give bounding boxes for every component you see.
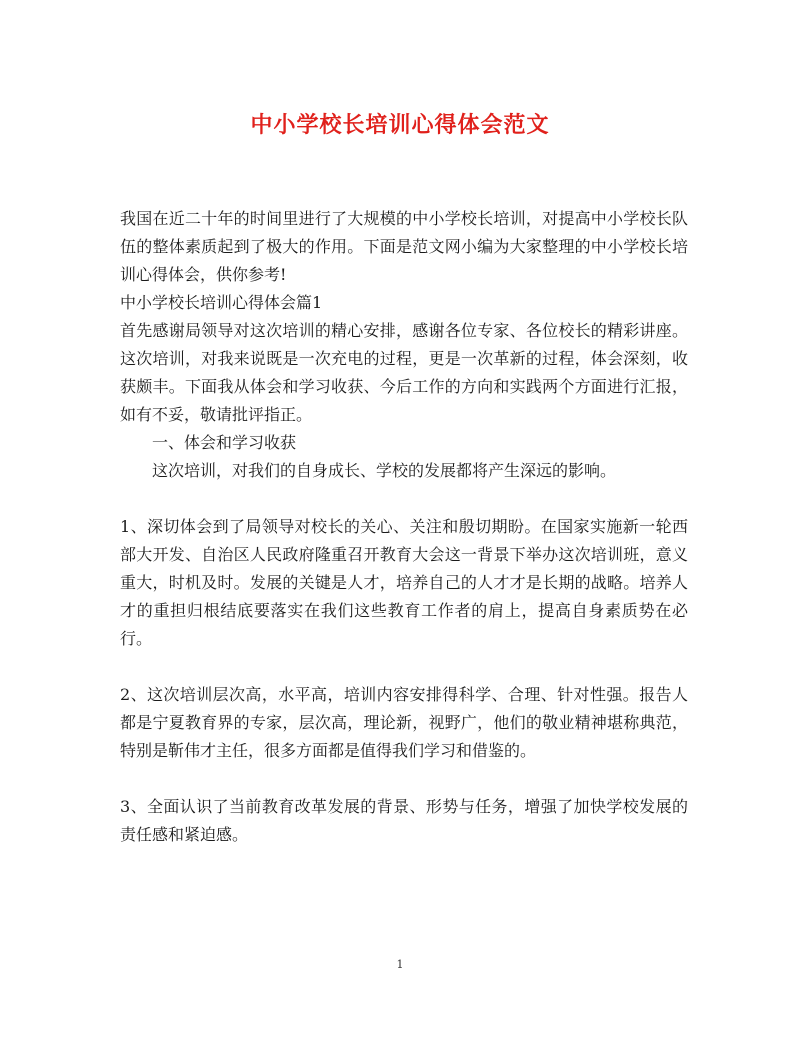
section-intro-paragraph: 这次培训，对我们的自身成长、学校的发展都将产生深远的影响。 <box>152 461 617 480</box>
intro-paragraph: 我国在近二十年的时间里进行了大规模的中小学校长培训，对提高中小学校长队伍的整体素质起到了极大的作用。下面是范文网小编为大家整理的中小学校长培训心得体会，供你参考! <box>120 209 688 284</box>
list-item-2: 2、这次培训层次高，水平高，培训内容安排得科学、合理、针对性强。报告人都是宁夏教育界的专家，层次高，理论新，视野广，他们的敬业精神堪称典范，特别是靳伟才主任，很多方面都是值得我们学习和借鉴的。 <box>120 685 688 760</box>
document-title: 中小学校长培训心得体会范文 <box>250 112 550 138</box>
page-number: 1 <box>396 958 404 971</box>
paragraph-gap <box>120 485 688 513</box>
article-heading: 中小学校长培训心得体会篇1 <box>120 293 323 312</box>
paragraph-gap <box>120 765 688 793</box>
list-item-3: 3、全面认识了当前教育改革发展的背景、形势与任务，增强了加快学校发展的责任感和紧迫感。 <box>120 797 688 844</box>
list-item-1: 1、深切体会到了局领导对校长的关心、关注和殷切期盼。在国家实施新一轮西部大开发、自治区人民政府隆重召开教育大会这一背景下举办这次培训班，意义重大，时机及时。发展的关键是人才，培养自己的人才才是长期的战略。培养人才的重担归根结底要落实在我们这些教育工作者的肩上，提高自身素质势在必行。 <box>120 517 688 648</box>
document-body <box>120 205 688 849</box>
paragraph-gap <box>120 653 688 681</box>
opening-paragraph: 首先感谢局领导对这次培训的精心安排，感谢各位专家、各位校长的精彩讲座。这次培训，对我来说既是一次充电的过程，更是一次革新的过程，体会深刻，收获颇丰。下面我从体会和学习收获、今后工作的方向和实践两个方面进行汇报，如有不妥，敬请批评指正。 <box>120 321 688 424</box>
section-heading: 一、体会和学习收获 <box>152 433 297 452</box>
